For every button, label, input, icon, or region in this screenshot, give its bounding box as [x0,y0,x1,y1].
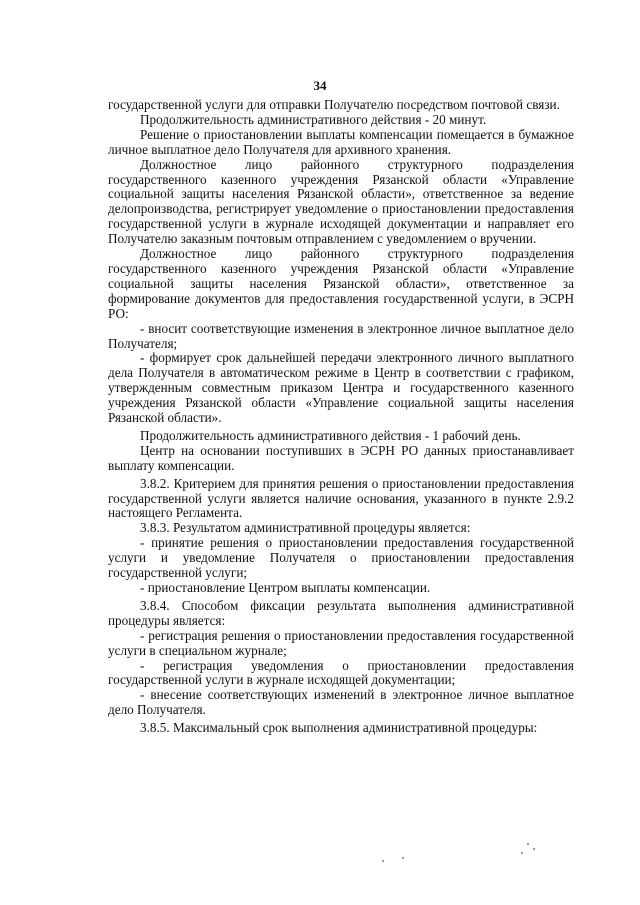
paragraph-official-registers: Должностное лицо районного структурного подразделения государственного казенного учреждения Рязанской области «Управление социальной защиты населения Рязанской области», ответственное за ведение делопроизводства, регистрирует уведомление о приостановлении предоставления государственной услуги в журнале исходящей документации и направляет его Получателю заказным почтовым отправлением с уведомлением о вручении. [108,156,574,247]
scan-speck [521,852,523,854]
list-item-transfer: - формирует срок дальнейшей передачи электронного личного выплатного дела Получателя в автоматическом режиме в Центр в соответствии с графиком, утвержденным совместным приказом Центра и государственного казенного учреждения Рязанской области «Управление социальной защиты населения Рязанской области». [108,350,574,426]
scan-speck [402,857,404,859]
list-item-decision-notice: - принятие решения о приостановлении предоставления государственной услуги и уведомление Получателя о приостановлении предоставления государственной услуги; [108,535,574,581]
paragraph-duration-20: Продолжительность административного действия - 20 минут. [140,111,487,127]
scan-speck [527,843,529,845]
paragraph-continuation: государственной услуги для отправки Получателю посредством почтовой связи. [108,97,560,112]
section-3-8-5: 3.8.5. Максимальный срок выполнения административной процедуры: [140,720,538,736]
paragraph-center-suspends: Центр на основании поступивших в ЭСРН РО данных приостанавливает выплату компенсации. [108,442,574,473]
section-3-8-4: 3.8.4. Способом фиксации результата выполнения административной процедуры является: [108,597,574,628]
paragraph-official-esrn: Должностное лицо районного структурного подразделения государственного казенного учреждения Рязанской области «Управление социальной защиты населения Рязанской области», ответственное за формирование документов для предоставления государственной услуги, в ЭСРН РО: [108,246,574,321]
paragraph-duration-1day: Продолжительность административного действия - 1 рабочий день. [140,427,521,443]
page-number: 34 [313,78,327,93]
document-body [108,98,574,736]
section-3-8-2: 3.8.2. Критерием для принятия решения о приостановлении предоставления государственной услуги является наличие основания, указанного в пункте 2.9.2 настоящего Регламента. [108,475,574,521]
list-item-make-changes: - внесение соответствующих изменений в электронное личное выплатное дело Получателя. [108,687,574,718]
list-item-register-decision: - регистрация решения о приостановлении предоставления государственной услуги в специальном журнале; [108,627,574,658]
list-item-register-notice: - регистрация уведомления о приостановлении предоставления государственной услуги в журнале исходящей документации; [108,657,574,688]
section-3-8-3: 3.8.3. Результатом административной процедуры является: [140,520,471,536]
scan-speck [382,860,384,862]
list-item-changes: - вносит соответствующие изменения в электронное личное выплатное дело Получателя; [108,320,574,351]
list-item-center-suspension: - приостановление Центром выплаты компенсации. [140,580,431,595]
scan-speck [533,848,535,850]
paragraph-decision-archive: Решение о приостановлении выплаты компенсации помещается в бумажное личное выплатное дело Получателя для архивного хранения. [108,126,574,157]
